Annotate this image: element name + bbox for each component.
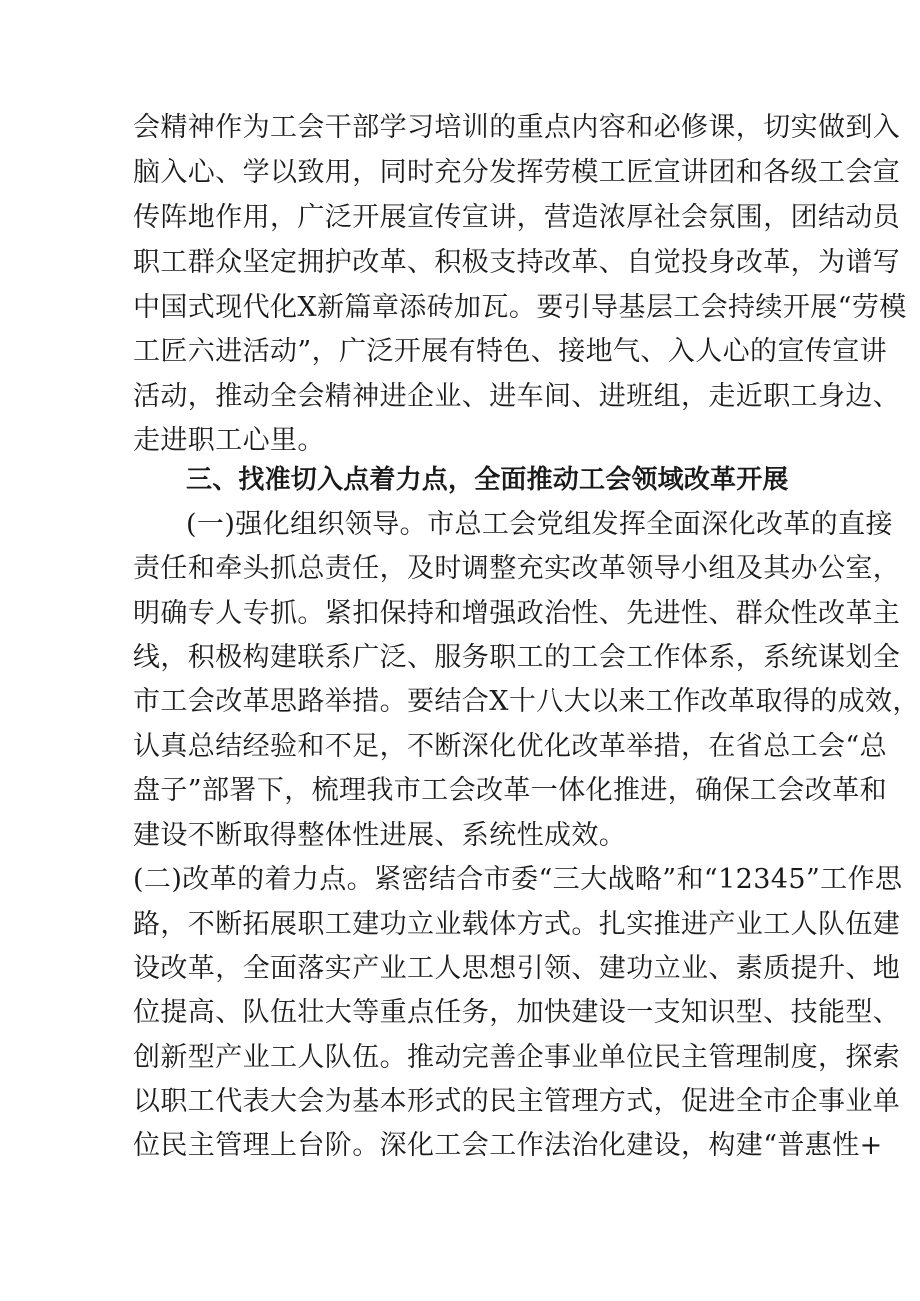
paragraph-line: 职工群众坚定拥护改革、积极支持改革、自觉投身改革，为谱写 (133, 247, 901, 278)
paragraph-line: 明确专人专抓。紧扣保持和增强政治性、先进性、群众性改革主 (133, 598, 901, 629)
paragraph-line: 活动，推动全会精神进企业、进车间、进班组，走近职工身边、 (133, 381, 901, 412)
paragraph-line: (二)改革的着力点。紧密结合市委“三大战略”和“12345”工作思 (133, 864, 903, 895)
paragraph-line: 责任和牵头抓总责任，及时调整充实改革领导小组及其办公室， (133, 553, 901, 584)
paragraph-line: 以职工代表大会为基本形式的民主管理方式，促进全市企事业单 (133, 1086, 901, 1117)
paragraph-line: 工匠六进活动”，广泛开展有特色、接地气、入人心的宣传宣讲 (133, 336, 888, 367)
paragraph-line: 建设不断取得整体性进展、系统性成效。 (133, 820, 627, 851)
paragraph-line: 创新型产业工人队伍。推动完善企事业单位民主管理制度，探索 (133, 1042, 901, 1073)
paragraph-line: 位提高、队伍壮大等重点任务，加快建设一支知识型、技能型、 (133, 997, 901, 1028)
paragraph-line: 市工会改革思路举措。要结合X十八大以来工作改革取得的成效， (133, 686, 920, 717)
paragraph-line: 位民主管理上台阶。深化工会工作法治化建设，构建“普惠性+ (133, 1130, 883, 1161)
paragraph-line: 线，积极构建联系广泛、服务职工的工会工作体系，系统谋划全 (133, 642, 901, 673)
paragraph-line: 传阵地作用，广泛开展宣传宣讲，营造浓厚社会氛围，团结动员 (133, 202, 901, 233)
paragraph-line: 盘子”部署下，梳理我市工会改革一体化推进，确保工会改革和 (133, 775, 888, 806)
paragraph-line: 会精神作为工会干部学习培训的重点内容和必修课，切实做到入 (133, 112, 901, 143)
paragraph-line: 设改革，全面落实产业工人思想引领、建功立业、素质提升、地 (133, 953, 901, 984)
paragraph-line: 走进职工心里。 (133, 425, 325, 456)
section-heading: 三、找准切入点着力点，全面推动工会领域改革开展 (186, 465, 789, 495)
paragraph-line: 认真总结经验和不足，不断深化优化改革举措，在省总工会“总 (133, 731, 888, 762)
paragraph-line: 脑入心、学以致用，同时充分发挥劳模工匠宣讲团和各级工会宣 (133, 157, 901, 188)
paragraph-line: (一)强化组织领导。市总工会党组发挥全面深化改革的直接 (186, 509, 893, 540)
paragraph-line: 中国式现代化X新篇章添砖加瓦。要引导基层工会持续开展“劳模 (133, 292, 907, 323)
paragraph-line: 路，不断拓展职工建功立业载体方式。扎实推进产业工人队伍建 (133, 909, 901, 940)
